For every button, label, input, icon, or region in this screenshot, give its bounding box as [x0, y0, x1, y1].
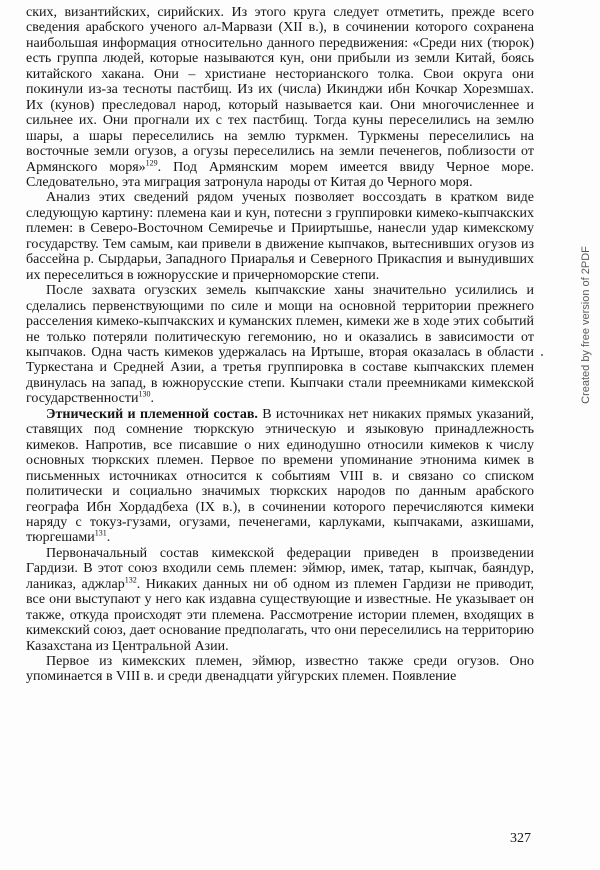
paragraph [26, 283, 534, 407]
page-number: 327 [510, 831, 531, 846]
paragraph [26, 407, 534, 546]
paragraph-text: . Под Армянским морем имеется ввиду Черное море. Следовательно, эта миграция затронула народы от Китая до Черного моря. [26, 159, 535, 190]
paragraph-text: Первоначальный состав кимекской федерации приведен в произведении Гардизи. В этот союз входили семь племен: эймюр, имек, татар, кыпчак, баяндур, ланиказ, аджлар [26, 545, 534, 592]
paragraph-text: Анализ этих сведений рядом ученых позволяет воссоздать в кратком виде следующую картину: племена каи и кун, потесни з группировки кимеко-кыпчакских племен: в Северо-Восточном Семиречье и Прииртышье, нанесли удар кимекскому государству. Тем самым, каи привели в движение кыпчаков, вытеснивших огузов из бассейна р. Сырдарьи, Западного Приаралья и Северного Прикаспия и вынудивших их переселиться в южнорусские и причерноморские степи. [26, 190, 534, 283]
footnote-ref: 131 [94, 528, 107, 538]
paragraph [26, 190, 534, 283]
footnote-ref: 130 [138, 389, 151, 399]
paragraph-text: . [106, 530, 111, 546]
paragraph [26, 654, 534, 685]
paragraph [26, 546, 534, 654]
paragraph-text: Первое из кимекских племен, эймюр, известно также среди огузов. Оно упоминается в VIII в. и среди двенадцати уйгурских племен. Появление [26, 654, 534, 685]
paragraph-text: ских, византийских, сирийских. Из этого круга следует отметить, прежде всего сведения арабского ученого ал-Марвази (XII в.), в сочинении которого сохранена наибольшая информация относительно данного передвижения: «Среди них (тюрок) есть группа людей, которые называются кун, они прибыли из земли Китай, боясь китайского хакана. Они – христиане несторианского толка. Свои округа они покинули из-за тесноты пастбищ. Из их (числа) Икинджи ибн Кочкар Хорезмшах. Их (кунов) преследовал народ, который называется каи. Они многочисленнее и сильнее их. Они прогнали их с тех пастбищ. Тогда куны переселились на землю шары, а шары переселились на землю туркмен. Туркмены переселились на восточные земли огузов, а огузы переселились на земли печенегов, поблизости от Армянского моря» [26, 5, 534, 175]
footnote-ref: 129 [145, 157, 158, 167]
paragraph [26, 5, 534, 190]
paragraph-text: В источниках нет никаких прямых указаний, ставящих под сомнение тюркскую этническую и языковую принадлежность кимеков. Напротив, все писавшие о них единодушно относили кимеков к числу основных тюркских племен. Первое по времени упоминание этнонима кимек в письменных источниках относится к событиям VIII в. и связано со списком политически и социально значимых тюркских народов по данным арабского географа Ибн Хордадбеха (IX в.), в сочинении которого перечисляются кимеки наряду с токуз-гузами, огузами, печенегами, карлуками, кыпчаками, азкишами, тюргешами [26, 406, 534, 546]
watermark-text: Created by free version of 2PDF [580, 246, 592, 404]
paragraph-text: После захвата огузских земель кыпчакские ханы значительно усилились и сделались первенствующими по силе и мощи на основной территории прежнего расселения кимеко-кыпчакских и куманских племен, кимеки же в ходе этих событий не только потеряли политическую гегемонию, но и оказались в зависимости от кыпчаков. Одна часть кимеков удержалась на Иртыше, вторая оказалась в области Туркестана и Средней Азии, а третья группировка в составе кыпчакских племен двинулась на запад, в южнорусские степи. Кыпчаки стали преемниками кимекской государственности [26, 283, 534, 407]
paragraph-text: . Никаких данных ни об одном из племен Гардизи не приводит, все они выступают у него как издавна существующие и известные. Не указывает он также, откуда происходят эти племена. Рассмотрение истории племен, входящих в кимекский союз, дает основание предполагать, что они переселились на территорию Казахстана из Центральной Азии. [26, 576, 535, 654]
section-heading-inline: Этнический и племенной состав. [46, 406, 258, 422]
scan-speck [541, 354, 543, 356]
footnote-ref: 132 [124, 575, 137, 585]
paragraph-text: . [150, 391, 154, 407]
text-column [26, 5, 534, 685]
